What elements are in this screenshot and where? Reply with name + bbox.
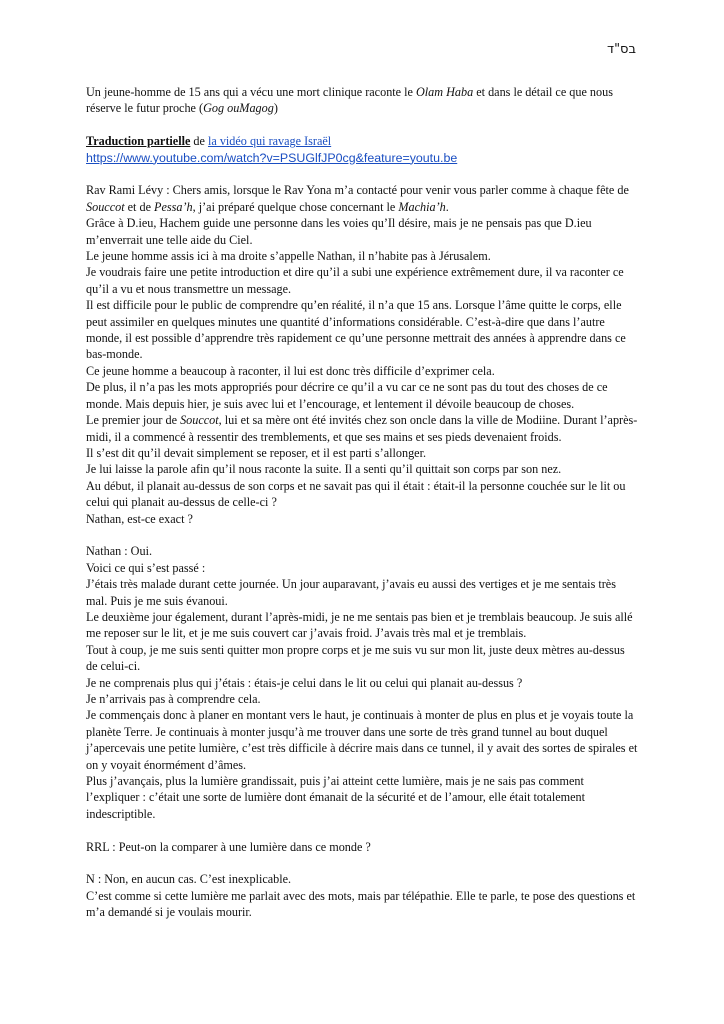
video-link[interactable]: la vidéo qui ravage Israël bbox=[207, 134, 332, 149]
souccot-text-1: Le premier jour de bbox=[86, 413, 181, 428]
bsd-header: בס"ד bbox=[606, 42, 636, 57]
url-line bbox=[86, 150, 638, 166]
rrl-text-1: Rav Rami Lévy : Chers amis, lorsque le Rav Yona m’a contacté pour venir vous parler comme à chaque fête de bbox=[86, 183, 629, 198]
text-line: Nathan, est-ce exact ? bbox=[86, 511, 193, 526]
text-line: Nathan : Oui. bbox=[86, 544, 153, 559]
pessah-term: Pessa’h bbox=[154, 199, 193, 214]
rrl-intro-paragraph bbox=[86, 182, 638, 215]
document-body bbox=[86, 84, 638, 921]
text-line: Le deuxième jour également, durant l’après-midi, je ne me sentais pas bien et je tremblais beaucoup. Je suis allé me reposer sur le lit, et je me suis couvert car j’avais froid. J’avais très mal et je tremblais. bbox=[86, 609, 633, 641]
text-line: J’étais très malade durant cette journée. Un jour auparavant, j’avais eu aussi des vertiges et je me sentais très mal. Puis je me suis évanoui. bbox=[86, 577, 616, 608]
souccot-term: Souccot bbox=[86, 199, 125, 214]
rrl-text-3: , j’ai préparé quelque chose concernant le bbox=[192, 199, 399, 214]
text-line: Le jeune homme assis ici à ma droite s’appelle Nathan, il n’habite pas à Jérusalem. bbox=[86, 249, 491, 264]
text-line: Il s’est dit qu’il devait simplement se reposer, et il est parti s’allonger. bbox=[86, 445, 426, 460]
text-line: N : Non, en aucun cas. C’est inexplicable. bbox=[86, 872, 292, 887]
text-line: Il est difficile pour le public de comprendre qu’en réalité, il n’a que 15 ans. Lorsque l’âme quitte le corps, elle peut assimiler en quelques minutes une quantité d’informations considérable. C’est-à-dire que dans l’autre monde, il est possible d’apprendre très rapidement ce qu’une personne mettrait des années à apprendre dans ce bas-monde. bbox=[86, 298, 626, 362]
machiah-term: Machia’h bbox=[398, 199, 446, 214]
translation-heading bbox=[86, 133, 638, 149]
text-line: Au début, il planait au-dessus de son corps et ne savait pas qui il était : était-il la personne couchée sur le lit ou celui qui planait au-dessus de celle-ci ? bbox=[86, 478, 626, 510]
rrl-text-4: . bbox=[445, 199, 449, 214]
youtube-url-link[interactable]: https://www.youtube.com/watch?v=PSUGlfJP0cg&feature=youtu.be bbox=[86, 150, 458, 165]
text-line: Je commençais donc à planer en montant vers le haut, je continuais à monter de plus en plus et je voyais toute la planète Terre. Je continuais à monter jusqu’à me trouver dans une sorte de très grand tunnel au bout duquel j’apercevais une petite lumière, c’est très difficile à décrire mais dans ce tunnel, il y avait des sortes de spirales et on y voyait énormément d’âmes. bbox=[86, 708, 638, 772]
rrl-question: RRL : Peut-on la comparer à une lumière dans ce monde ? bbox=[86, 839, 371, 854]
text-line: Tout à coup, je me suis senti quitter mon propre corps et je me suis vu sur mon lit, juste deux mètres au-dessus de celui-ci. bbox=[86, 642, 625, 674]
text-line: Grâce à D.ieu, Hachem guide une personne dans les voies qu’Il désire, mais je ne pensais pas que D.ieu m’enverrait une telle aide du Ciel. bbox=[86, 216, 592, 247]
translation-label: Traduction partielle bbox=[86, 134, 191, 149]
translation-sep: de bbox=[190, 134, 208, 149]
text-line: C’est comme si cette lumière me parlait avec des mots, mais par télépathie. Elle te parle, te pose des questions et m’a demandé si je voulais mourir. bbox=[86, 888, 636, 920]
souccot-paragraph bbox=[86, 412, 638, 445]
souccot-term-2: Souccot bbox=[180, 413, 219, 428]
souccot-text-2: , lui et sa mère ont été invités chez son oncle dans la ville de Modiine. Durant l’après-midi, il a commencé à ressentir des tremblements, et que ses mains et ses pieds devenaient froids. bbox=[86, 413, 638, 444]
gog-magog-term: Gog ouMagog bbox=[203, 101, 274, 116]
text-line: Plus j’avançais, plus la lumière grandissait, puis j’ai atteint cette lumière, mais je ne sais pas comment l’expliquer : c’était une sorte de lumière dont émanait de la sécurité et de l’amour, elle était totalement indescriptible. bbox=[86, 774, 585, 821]
text-line: De plus, il n’a pas les mots appropriés pour décrire ce qu’il a vu car ce ne sont pas du tout des choses de ce monde. Mais depuis hier, je suis avec lui et l’encourage, et lentement il dévoile beaucoup de choses. bbox=[86, 380, 608, 411]
intro-text-1: Un jeune-homme de 15 ans qui a vécu une mort clinique raconte le bbox=[86, 85, 416, 99]
olam-haba-term: Olam Haba bbox=[415, 85, 474, 99]
text-line: Je n’arrivais pas à comprendre cela. bbox=[86, 691, 261, 706]
text-line: Je voudrais faire une petite introduction et dire qu’il a subi une expérience extrêmement dure, il va raconter ce qu’il a vu et nous transmettre un message. bbox=[86, 265, 624, 296]
intro-text-2: et dans le détail ce que nous réserve le futur proche ( bbox=[86, 85, 613, 116]
intro-paragraph bbox=[86, 84, 638, 117]
text-line: Je ne comprenais plus qui j’étais : étais-je celui dans le lit ou celui qui planait au-dessus ? bbox=[86, 675, 523, 690]
intro-text-3: ) bbox=[273, 101, 278, 116]
text-line: Ce jeune homme a beaucoup à raconter, il lui est donc très difficile d’exprimer cela. bbox=[86, 363, 495, 378]
text-line: Voici ce qui s’est passé : bbox=[86, 560, 206, 575]
rrl-text-2: et de bbox=[124, 199, 155, 214]
text-line: Je lui laisse la parole afin qu’il nous raconte la suite. Il a senti qu’il quittait son corps par son nez. bbox=[86, 462, 562, 477]
